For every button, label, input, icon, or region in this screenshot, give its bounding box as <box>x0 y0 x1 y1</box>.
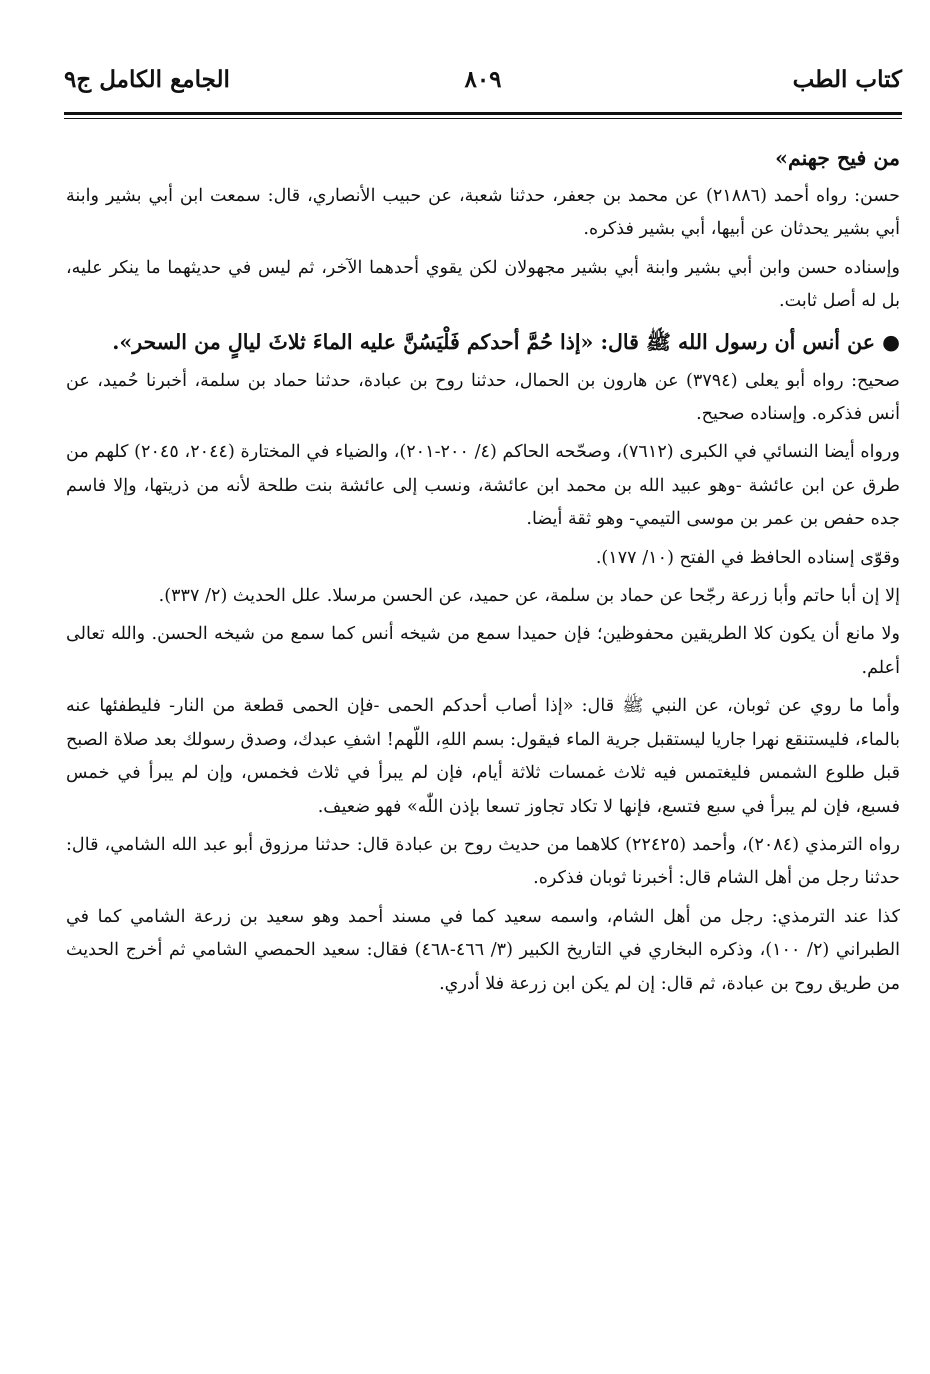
page-header <box>64 66 902 106</box>
hadith-ending: من فيح جهنم» <box>775 146 900 170</box>
chapter-title: كتاب الطب <box>792 66 902 93</box>
header-rule-thick <box>64 112 902 115</box>
page-body <box>66 140 900 1006</box>
paragraph-thawban: وأما ما روي عن ثوبان، عن النبي ﷺ قال: «إذا أصاب أحدكم الحمى -فإن الحمى قطعة من النار- فليطفئها عنه بالماء، فليستنقع نهرا جاريا ليستقبل جرية الماء فيقول: بسم اللهِ، اللّهم! اشفِ عبدك، وصدق رسولك بعد صلاة الصبح قبل طلوع الشمس فليغتمس فيه ثلاث غمسات ثلاثة أيام، فإن لم يبرأ في ثلاث فخمس، وإن لم يبرأ في خمس فسبع، فإن لم يبرأ في سبع فتسع، فإنها لا تكاد تجاوز تسعا بإذن اللّٰه» فهو ضعيف. <box>66 696 900 817</box>
paragraph-hafiz: وقوّى إسناده الحافظ في الفتح (١٠/ ١٧٧). <box>595 547 900 568</box>
paragraph-takhrij-3: ورواه أيضا النسائي في الكبرى (٧٦١٢)، وصحّحه الحاكم (٤/ ٢٠٠-٢٠١)، والضياء في المختارة (٢٠٤٤، ٢٠٤٥) كلهم من طرق عن ابن عائشة -وهو عبيد الله بن محمد ابن عائشة، ونسب إلى عائشة بنت طلحة لأنه من ذريتها، وإلا فاسم جده حفص بن عمر بن موسى التيمي- وهو ثقة أيضا. <box>66 442 900 530</box>
paragraph-takhrij-2: صحيح: رواه أبو يعلى (٣٧٩٤) عن هارون بن الحمال، حدثنا روح بن عبادة، حدثنا حماد بن سلمة، أخبرنا حُميد، عن أنس فذكره. وإسناده صحيح. <box>66 370 900 425</box>
paragraph-isnad-1: وإسناده حسن وابن أبي بشير وابنة أبي بشير مجهولان لكن يقوي أحدهما الآخر، ثم ليس في حديثهما ما ينكر عليه، بل له أصل ثابت. <box>66 257 900 312</box>
book-title: الجامع الكامل ج٩ <box>64 66 230 93</box>
header-rule-thin <box>64 118 902 119</box>
hadith-text: ● عن أنس أن رسول الله ﷺ قال: «إذا حُمَّ أحدكم فَلْيَسُنَّ عليه الماءَ ثلاثَ ليالٍ من السحر». <box>112 329 900 354</box>
paragraph-takhrij-1: حسن: رواه أحمد (٢١٨٨٦) عن محمد بن جعفر، حدثنا شعبة، عن حبيب الأنصاري، قال: سمعت ابن أبي بشير وابنة أبي بشير يحدثان عن أبيها، أبي بشير فذكره. <box>66 186 900 240</box>
paragraph-conclusion: ولا مانع أن يكون كلا الطريقين محفوظين؛ فإن حميدا سمع من شيخه أنس كما سمع من شيخه الحسن. والله تعالى أعلم. <box>66 624 900 678</box>
paragraph-takhrij-4: رواه الترمذي (٢٠٨٤)، وأحمد (٢٢٤٢٥) كلاهما من حديث روح بن عبادة قال: حدثنا مرزوق أبو عبد الله الشامي، قال: حدثنا رجل من أهل الشام قال: أخبرنا ثوبان فذكره. <box>66 834 901 889</box>
paragraph-tirmidhi: كذا عند الترمذي: رجل من أهل الشام، واسمه سعيد كما في مسند أحمد وهو سعيد بن زرعة الشامي كما في الطبراني (٢/ ١٠٠)، وذكره البخاري في التاريخ الكبير (٣/ ٤٦٦-٤٦٨) فقال: سعيد الحمصي الشامي ثم أخرج الحديث من طريق روح بن عبادة، ثم قال: إن لم يكن ابن زرعة فلا أدري. <box>66 906 900 994</box>
paragraph-ilal: إلا إن أبا حاتم وأبا زرعة رجّحا عن حماد بن سلمة، عن حميد، عن الحسن مرسلا. علل الحديث (٢/ ٣٣٧). <box>158 586 900 607</box>
page-number: ٨٠٩ <box>464 66 502 93</box>
